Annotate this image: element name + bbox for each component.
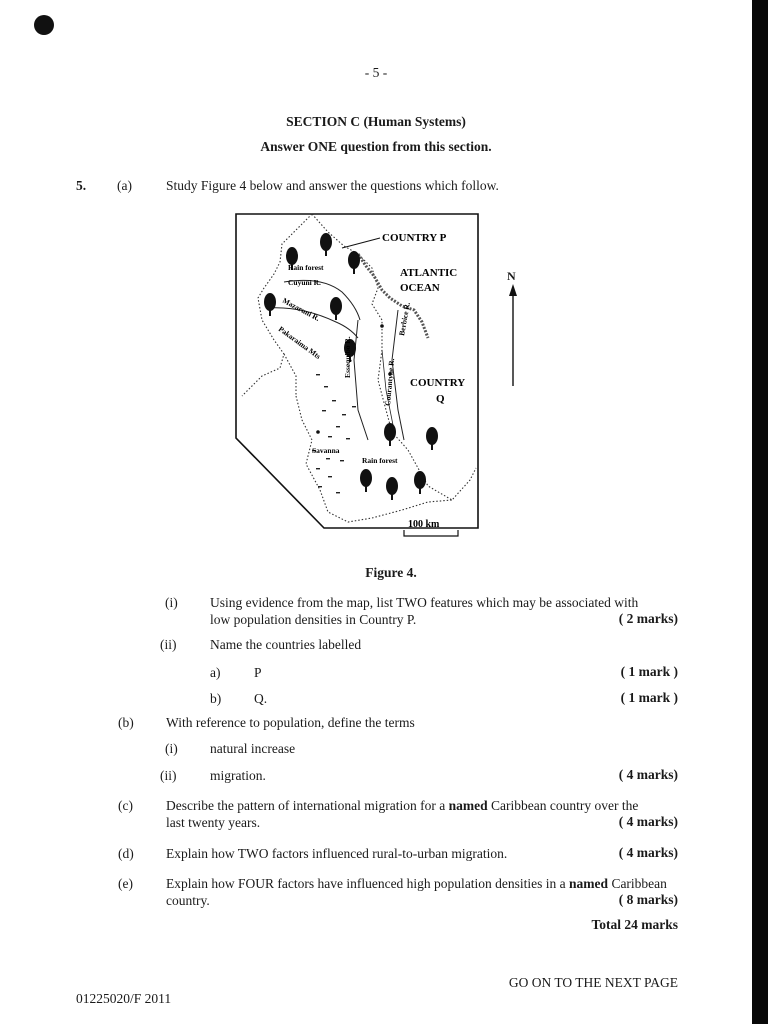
tree-icon	[264, 293, 276, 316]
map-label-country-p: COUNTRY P	[382, 232, 447, 244]
settlement-dots	[316, 324, 392, 434]
tree-icon	[348, 251, 360, 274]
country-p-pointer	[342, 238, 380, 248]
part-b-text: With reference to population, define the terms	[166, 715, 415, 730]
part-a-ii-label: (ii)	[160, 637, 177, 652]
total-marks: Total 24 marks	[591, 917, 678, 932]
part-a-ii-b-text: Q.	[254, 691, 268, 706]
map-label-courantyne: Courantyne R.	[383, 358, 397, 407]
map-label-berbice: Berbice R.	[397, 301, 412, 337]
part-b-ii-label: (ii)	[160, 768, 177, 783]
part-a-text: Study Figure 4 below and answer the questions which follow.	[166, 178, 499, 193]
part-a-ii-b-marks: ( 1 mark )	[620, 690, 678, 705]
part-a-i-line2: low population densities in Country P.	[210, 612, 417, 627]
part-d-text: Explain how TWO factors influenced rural-to-urban migration.	[166, 846, 508, 861]
country-p-sw-border	[284, 354, 296, 396]
scale-bar	[404, 530, 458, 536]
part-b-i-label: (i)	[165, 741, 178, 756]
map-label-rain-forest-south: Rain forest	[362, 456, 398, 465]
part-a-i-marks: ( 2 marks)	[618, 611, 678, 626]
footer-next-page: GO ON TO THE NEXT PAGE	[508, 975, 678, 990]
figure-4-map	[232, 210, 484, 550]
part-c-label: (c)	[118, 798, 133, 813]
tree-icon	[384, 423, 396, 446]
tree-icon	[320, 233, 332, 256]
part-d-marks: ( 4 marks)	[618, 845, 678, 860]
north-arrow-icon	[506, 282, 520, 388]
part-e-line1: Explain how FOUR factors have influenced high population densities in a named Caribbean	[166, 876, 667, 891]
part-c-marks: ( 4 marks)	[618, 814, 678, 829]
section-title: SECTION C (Human Systems)	[286, 114, 466, 129]
section-instruction: Answer ONE question from this section.	[260, 139, 492, 154]
part-a-ii-a-text: P	[254, 665, 262, 680]
tree-icon	[426, 427, 438, 450]
map-label-mazaruni: Mazaruni R.	[281, 295, 322, 323]
part-c-line2: last twenty years.	[166, 815, 261, 830]
footer-paper-code: 01225020/F 2011	[76, 991, 172, 1006]
part-b-marks: ( 4 marks)	[618, 767, 678, 782]
map-label-country-q-line1: COUNTRY	[410, 377, 466, 389]
part-a-label: (a)	[117, 178, 132, 193]
part-c-line1: Describe the pattern of international migration for a named Caribbean country over the	[166, 798, 639, 813]
map-label-pakaraima: Pakaraima Mts	[276, 324, 323, 361]
part-a-i-line1: Using evidence from the map, list TWO features which may be associated with	[210, 595, 639, 610]
tree-icon	[414, 471, 426, 494]
map-label-rain-forest-north: Rain forest	[288, 263, 324, 272]
part-b-ii-text: migration.	[210, 768, 266, 783]
part-a-ii-a-marks: ( 1 mark )	[620, 664, 678, 679]
part-d-label: (d)	[118, 846, 134, 861]
page-number: - 5 -	[364, 65, 388, 80]
tree-icon	[360, 469, 372, 492]
scan-page-edge	[752, 0, 768, 1024]
question-number: 5.	[76, 178, 87, 193]
map-label-ocean: OCEAN	[400, 282, 440, 294]
punch-hole-mark	[34, 15, 54, 35]
map-label-cuyuni: Cuyuni R.	[288, 278, 321, 287]
part-e-line2: country.	[166, 893, 210, 908]
part-a-ii-text: Name the countries labelled	[210, 637, 362, 652]
map-label-scale: 100 km	[408, 519, 440, 530]
north-label: N	[507, 269, 516, 283]
map-label-atlantic: ATLANTIC	[400, 267, 458, 279]
part-a-i-label: (i)	[165, 595, 178, 610]
part-b-label: (b)	[118, 715, 134, 730]
part-e-marks: ( 8 marks)	[618, 892, 678, 907]
part-a-ii-b-label: b)	[210, 691, 222, 706]
essequibo-river-line	[354, 320, 368, 440]
savanna-grass-marks	[312, 374, 356, 493]
part-e-label: (e)	[118, 876, 133, 891]
map-label-essequibo: Essequibo R.	[343, 336, 352, 378]
map-label-country-q-line2: Q	[436, 393, 445, 405]
map-label-savanna: Savanna	[312, 446, 340, 455]
part-b-i-text: natural increase	[210, 741, 296, 756]
figure-caption: Figure 4.	[365, 565, 417, 580]
part-a-ii-a-label: a)	[210, 665, 221, 680]
tree-icon	[386, 477, 398, 500]
tree-icon	[330, 297, 342, 320]
